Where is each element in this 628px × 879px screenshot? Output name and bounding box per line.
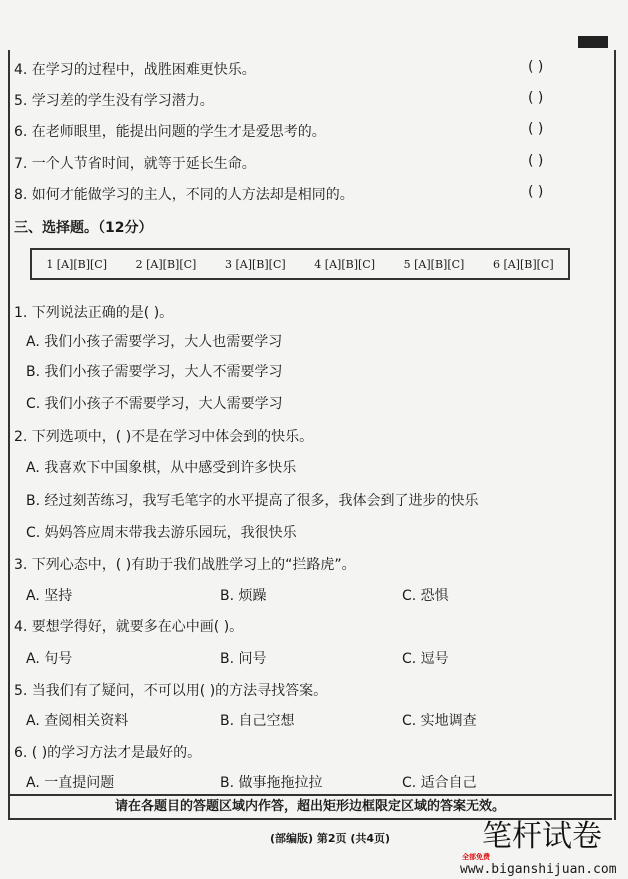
question-stem: 2. 下列选项中，( )不是在学习中体会到的快乐。 bbox=[14, 429, 314, 445]
judge-item: 5. 学习差的学生没有学习潜力。 bbox=[14, 93, 214, 109]
answer-paren: ( ) bbox=[528, 90, 544, 106]
option: B. 做事拖拖拉拉 bbox=[220, 775, 323, 791]
answer-paren: ( ) bbox=[528, 184, 544, 200]
option: B. 烦躁 bbox=[220, 588, 267, 604]
answer-bubble[interactable]: 1 [A][B][C] bbox=[46, 257, 108, 271]
answer-paren: ( ) bbox=[528, 121, 544, 137]
answer-bubble[interactable]: 5 [A][B][C] bbox=[403, 257, 465, 271]
answer-paren: ( ) bbox=[528, 153, 544, 169]
question-stem: 3. 下列心态中，( )有助于我们战胜学习上的“拦路虎”。 bbox=[14, 557, 356, 573]
option: A. 我喜欢下中国象棋，从中感受到许多快乐 bbox=[26, 460, 297, 476]
answer-bubble[interactable]: 2 [A][B][C] bbox=[135, 257, 197, 271]
question-stem: 4. 要想学得好，就要多在心中画( )。 bbox=[14, 619, 244, 635]
option: A. 坚持 bbox=[26, 588, 73, 604]
answer-bubble[interactable]: 4 [A][B][C] bbox=[314, 257, 375, 271]
option: A. 一直提问题 bbox=[26, 775, 115, 791]
option: A. 句号 bbox=[26, 651, 73, 667]
section-title: 三、选择题。（12分） bbox=[14, 220, 153, 236]
option: B. 经过刻苦练习，我写毛笔字的水平提高了很多，我体会到了进步的快乐 bbox=[26, 493, 479, 509]
option: C. 适合自己 bbox=[402, 775, 477, 791]
watermark-free: 全部免费 bbox=[462, 853, 490, 861]
answer-paren: ( ) bbox=[528, 59, 544, 75]
option: C. 实地调查 bbox=[402, 713, 477, 729]
option: B. 自己空想 bbox=[220, 713, 295, 729]
question-stem: 1. 下列说法正确的是( )。 bbox=[14, 305, 174, 321]
option: C. 逗号 bbox=[402, 651, 449, 667]
option: B. 问号 bbox=[220, 651, 267, 667]
judge-item: 4. 在学习的过程中，战胜困难更快乐。 bbox=[14, 62, 256, 78]
answer-bubble[interactable]: 6 [A][B][C] bbox=[492, 257, 554, 271]
watermark-url: www.biganshijuan.com bbox=[460, 862, 617, 877]
option: C. 我们小孩子不需要学习，大人需要学习 bbox=[26, 396, 283, 412]
judge-item: 6. 在老师眼里，能提出问题的学生才是爱思考的。 bbox=[14, 124, 326, 140]
watermark-title: 笔杆试卷 bbox=[482, 819, 602, 854]
answer-area-notice: 请在各题目的答题区域内作答，超出矩形边框限定区域的答案无效。 bbox=[8, 794, 612, 820]
answer-bubble-bar bbox=[30, 248, 570, 280]
judge-item: 7. 一个人节省时间，就等于延长生命。 bbox=[14, 156, 256, 172]
question-stem: 6. ( )的学习方法才是最好的。 bbox=[14, 745, 202, 761]
option: A. 我们小孩子需要学习，大人也需要学习 bbox=[26, 334, 283, 350]
page-footer: (部编版) 第2页 (共4页) bbox=[270, 832, 391, 845]
option: C. 恐惧 bbox=[402, 588, 449, 604]
option: A. 查阅相关资料 bbox=[26, 713, 129, 729]
option: C. 妈妈答应周末带我去游乐园玩，我很快乐 bbox=[26, 525, 297, 541]
corner-mark bbox=[578, 36, 608, 48]
question-stem: 5. 当我们有了疑问，不可以用( )的方法寻找答案。 bbox=[14, 683, 328, 699]
judge-item: 8. 如何才能做学习的主人，不同的人方法却是相同的。 bbox=[14, 187, 354, 203]
answer-bubble[interactable]: 3 [A][B][C] bbox=[224, 257, 286, 271]
option: B. 我们小孩子需要学习，大人不需要学习 bbox=[26, 364, 283, 380]
